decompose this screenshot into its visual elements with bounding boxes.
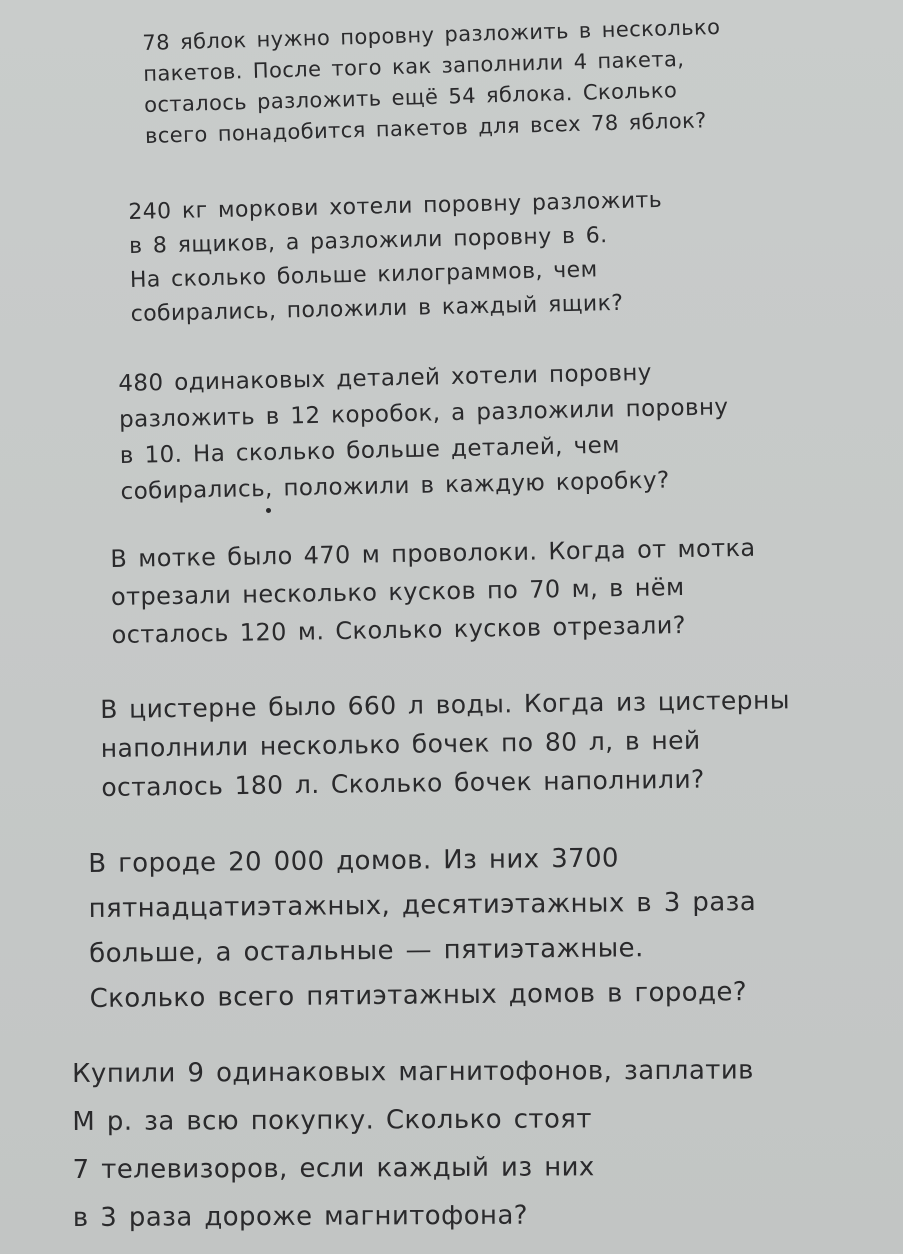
problem-line: в 10. На сколько больше деталей, чем bbox=[119, 432, 621, 469]
problem-line: пятнадцатиэтажных, десятиэтажных в 3 раза bbox=[88, 887, 757, 924]
problem-line: осталось 180 л. Сколько бочек наполнили? bbox=[101, 764, 705, 802]
problem-line: пакетов. После того как заполнили 4 пакета, bbox=[142, 46, 685, 86]
problem-tank bbox=[100, 680, 791, 807]
problem-houses bbox=[88, 835, 757, 1022]
problem-line: 240 кг моркови хотели поровну разложить bbox=[128, 187, 663, 225]
problem-line: В городе 20 000 домов. Из них 3700 bbox=[88, 843, 620, 879]
problem-line: больше, а остальные — пятиэтажные. bbox=[89, 933, 644, 969]
problem-wire bbox=[110, 529, 757, 654]
problem-tape-recorders bbox=[72, 1046, 755, 1242]
problem-line: собирались, положили в каждый ящик? bbox=[130, 290, 624, 327]
problem-line: Купили 9 одинаковых магнитофонов, заплатив bbox=[72, 1055, 754, 1089]
problem-line: Сколько всего пятиэтажных домов в городе? bbox=[89, 977, 748, 1014]
problem-line: осталось 120 м. Сколько кусков отрезали? bbox=[111, 610, 687, 649]
problem-line: осталось разложить ещё 54 яблока. Сколько bbox=[143, 78, 678, 117]
problem-line: В мотке было 470 м проволоки. Когда от мотка bbox=[110, 533, 756, 573]
problem-line: в 8 ящиков, а разложили поровну в 6. bbox=[128, 223, 608, 259]
problem-line: всего понадобится пакетов для всех 78 яблок? bbox=[144, 108, 707, 148]
problem-line: в 3 раза дороже магнитофона? bbox=[72, 1200, 529, 1233]
problem-line: наполнили несколько бочек по 80 л, в ней bbox=[100, 725, 701, 763]
problem-line: На сколько больше килограммов, чем bbox=[129, 257, 598, 293]
problem-apples bbox=[142, 12, 723, 152]
problem-carrots bbox=[128, 184, 665, 332]
problem-line: 480 одинаковых деталей хотели поровну bbox=[118, 359, 653, 397]
ink-speck bbox=[266, 508, 271, 513]
problem-line: 78 яблок нужно поровну разложить в несколько bbox=[142, 14, 721, 55]
problem-line: отрезали несколько кусков по 70 м, в нём bbox=[110, 572, 685, 611]
problem-line: 7 телевизоров, если каждый из них bbox=[72, 1152, 595, 1185]
problem-parts bbox=[118, 353, 730, 510]
problem-line: М р. за всю покупку. Сколько стоят bbox=[72, 1104, 592, 1137]
problem-line: разложить в 12 коробок, а разложили поровну bbox=[118, 394, 729, 433]
problem-line: собирались, положили в каждую коробку? bbox=[120, 467, 670, 505]
problem-line: В цистерне было 660 л воды. Когда из цистерны bbox=[100, 685, 791, 724]
